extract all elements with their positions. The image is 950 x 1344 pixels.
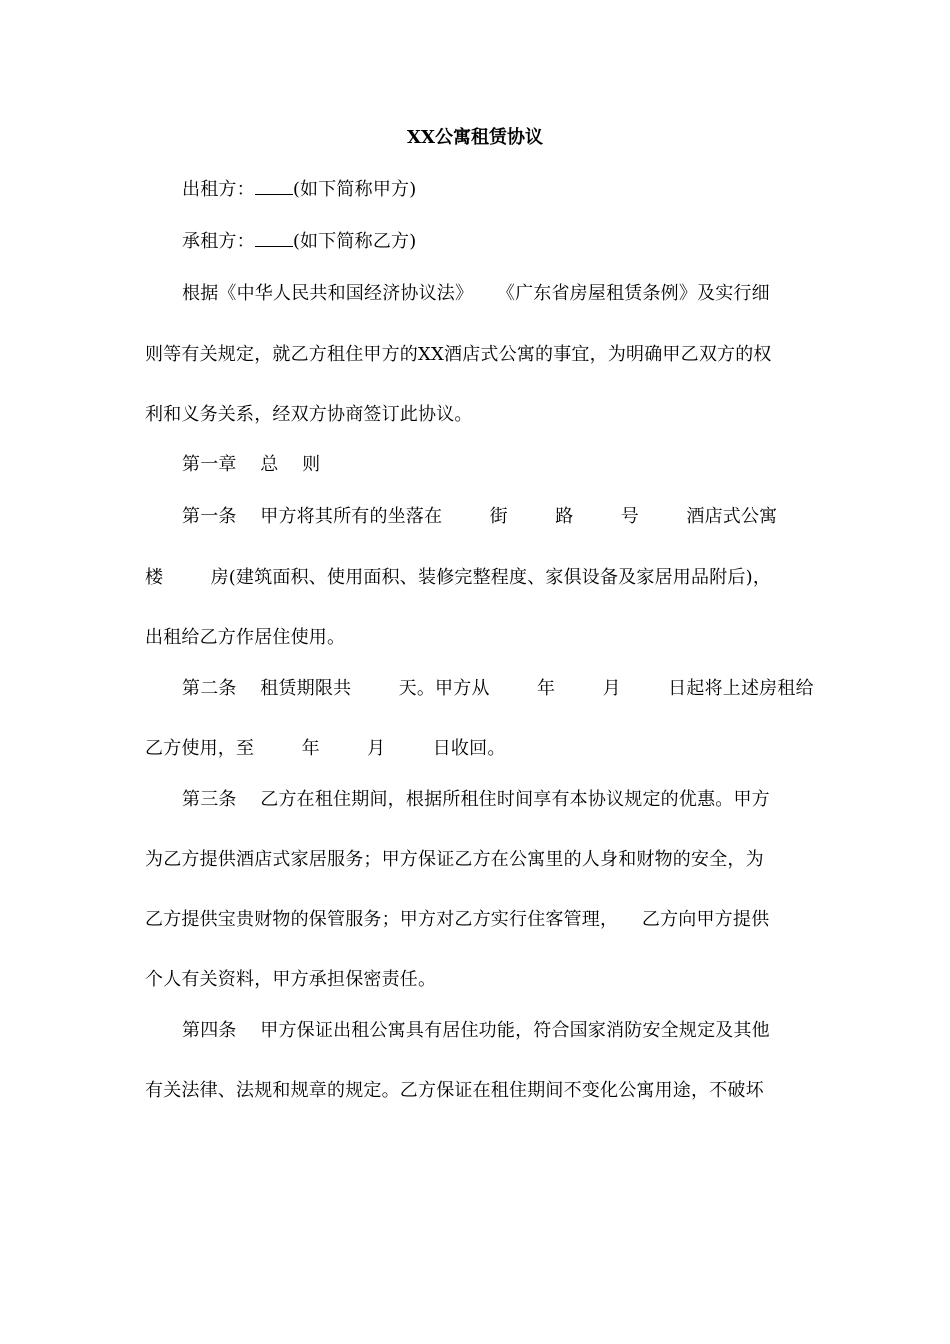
document-title: XX公寓租赁协议 <box>407 127 543 148</box>
lessee-note: (如下简称乙方) <box>292 231 417 252</box>
article1-line-1: 第一条 甲方将其所有的坐落在 街 路 号 酒店式公寓 <box>182 506 778 527</box>
preamble-line-3: 利和义务关系，经双方协商签订此协议。 <box>145 404 473 425</box>
article3-line-3: 乙方提供宝贵财物的保管服务；甲方对乙方实行住客管理， 乙方向甲方提供 <box>145 909 770 930</box>
chapter-heading: 第一章 总 则 <box>182 454 321 475</box>
article1-line-3: 出租给乙方作居住使用。 <box>145 627 346 648</box>
article4-line-1: 第四条 甲方保证出租公寓具有居住功能，符合国家消防安全规定及其他 <box>182 1020 770 1041</box>
lessor-label: 出租方： <box>182 179 255 200</box>
preamble-line-2: 则等有关规定，就乙方租住甲方的XX酒店式公寓的事宜，为明确甲乙双方的权 <box>145 344 772 365</box>
lessee-blank <box>255 229 293 247</box>
article4-line-2: 有关法律、法规和规章的规定。乙方保证在租住期间不变化公寓用途，不破坏 <box>145 1080 764 1101</box>
lessor-line <box>182 177 416 202</box>
preamble-line-1: 根据《中华人民共和国经济协议法》 《广东省房屋租赁条例》及实行细 <box>182 283 770 304</box>
lessor-note: (如下简称甲方) <box>292 179 417 200</box>
article3-line-1: 第三条 乙方在租住期间，根据所租住时间享有本协议规定的优惠。甲方 <box>182 789 770 810</box>
article2-line-1: 第二条 租赁期限共 天。甲方从 年 月 日起将上述房租给 <box>182 678 814 699</box>
lessee-label: 承租方： <box>182 231 255 252</box>
lessor-blank <box>255 177 293 195</box>
article1-line-2: 楼 房(建筑面积、使用面积、装修完整程度、家俱设备及家居用品附后)， <box>145 567 772 588</box>
lessee-line <box>182 229 416 254</box>
article3-line-2: 为乙方提供酒店式家居服务；甲方保证乙方在公寓里的人身和财物的安全，为 <box>145 849 764 870</box>
article3-line-4: 个人有关资料，甲方承担保密责任。 <box>145 969 437 990</box>
article2-line-2: 乙方使用，至 年 月 日收回。 <box>145 738 506 759</box>
